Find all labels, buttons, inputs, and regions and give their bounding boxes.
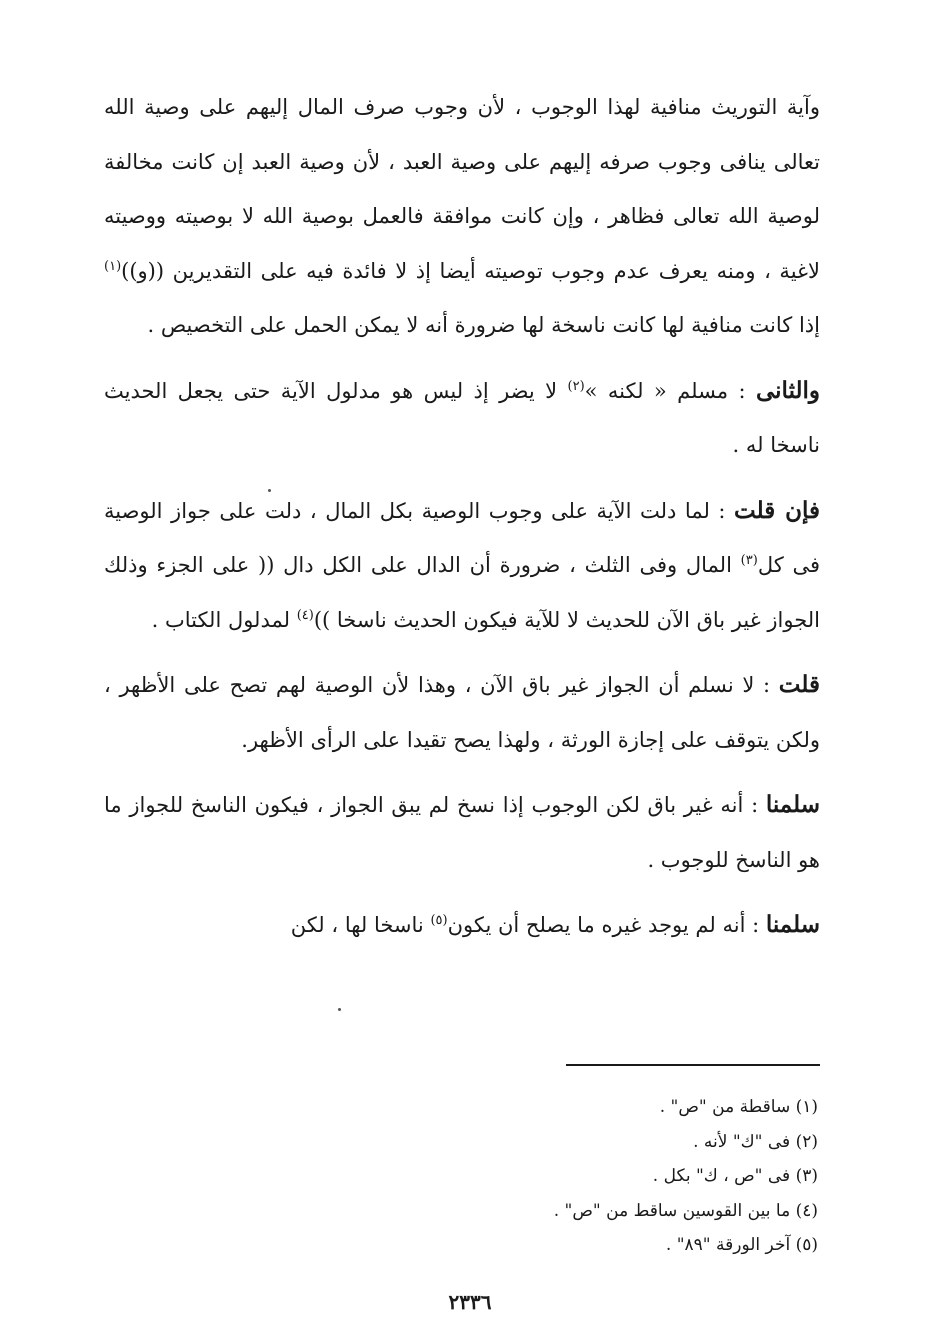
paragraph-6-text-cont: ناسخا لها ، لكن — [290, 913, 431, 937]
paragraph-1-text: وآية التوريث منافية لهذا الوجوب ، لأن وجوب صرف المال إليهم على وصية الله تعالى ينافى وجوب صرفه إليهم على وصية العبد ، لأن وصية العبد إن كانت مخالفة لوصية الله تعالى فظاهر ، وإن كانت موافقة فالعمل بوصية الله لا بوصيته ووصيته لاغية ، ومنه يعرف عدم وجوب توصيته أيضا إذ لا فائدة فيه على التقديرين ((و)) — [104, 95, 820, 283]
footnote-divider — [566, 1064, 820, 1066]
paragraph-2-text: : مسلم « لكنه » — [584, 378, 756, 403]
footnote-ref-3: (٣) — [740, 553, 758, 568]
footnote-ref-5: (٥) — [430, 913, 448, 928]
paragraph-5-lead: سلمنا — [765, 791, 820, 818]
footnote-4: (٤) ما بين القوسين ساقط من "ص" . — [553, 1200, 818, 1221]
page-number: ٢٣٣٦ — [448, 1290, 492, 1314]
paragraph-3-text: : لما دلت الآية على وجوب الوصية بكل المال ، دلت على جواز الوصية فى كل — [104, 498, 820, 577]
footnote-1: (١) ساقطة من "ص" . — [659, 1097, 818, 1117]
scan-speck — [268, 489, 271, 492]
paragraph-4 — [104, 658, 820, 767]
paragraph-5-text: : أنه غير باق لكن الوجوب إذا نسخ لم يبق الجواز ، فيكون الناسخ للجواز ما هو الناسخ للوجوب . — [104, 793, 820, 872]
footnote-5: (٥) آخر الورقة "٨٩" . — [665, 1235, 818, 1255]
paragraph-2-lead: والثانى — [755, 376, 821, 404]
paragraph-3-text-cont: المال وفى الثلث ، ضرورة أن الدال على الكل دال (( على الجزء وذلك الجواز غير باق الآن للحديث لا للآية فيكون الحديث ناسخا )) — [104, 553, 820, 632]
main-text — [104, 80, 820, 953]
paragraph-6 — [104, 898, 820, 953]
paragraph-6-text: : أنه لم يوجد غيره ما يصلح أن يكون — [447, 913, 766, 937]
paragraph-3 — [104, 484, 820, 648]
footnote-ref-1: (١) — [104, 258, 122, 274]
paragraph-1-text-cont: إذا كانت منافية لها كانت ناسخة لها ضرورة أنه لا يمكن الحمل على التخصيص . — [147, 313, 820, 337]
paragraph-4-lead: قلت — [778, 671, 820, 698]
paragraph-4-text: : لا نسلم أن الجواز غير باق الآن ، وهذا لأن الوصية لهم تصح على الأظهر ، ولكن يتوقف على إجازة الورثة ، ولهذا يصح تقيدا على الرأى الأظهر. — [104, 673, 820, 752]
scan-speck — [338, 1008, 341, 1011]
paragraph-2-text-cont: لا يضر إذ ليس هو مدلول الآية حتى يجعل الحديث ناسخا له . — [104, 378, 820, 457]
paragraph-6-lead: سلمنا — [765, 911, 820, 938]
paragraph-5 — [104, 778, 820, 887]
footnote-ref-2: (٢) — [567, 378, 585, 394]
paragraph-2 — [104, 364, 820, 473]
paragraph-3-lead: فإن قلت — [734, 496, 821, 524]
footnote-ref-4: (٤) — [296, 607, 314, 623]
footnote-3: (٣) فى "ص ، ك" بكل . — [652, 1166, 818, 1186]
footnote-2: (٢) فى "ك" لأنه . — [693, 1131, 818, 1152]
paragraph-3-text-end: لمدلول الكتاب . — [151, 607, 297, 632]
paragraph-1 — [104, 80, 820, 353]
footnotes — [378, 1090, 818, 1263]
